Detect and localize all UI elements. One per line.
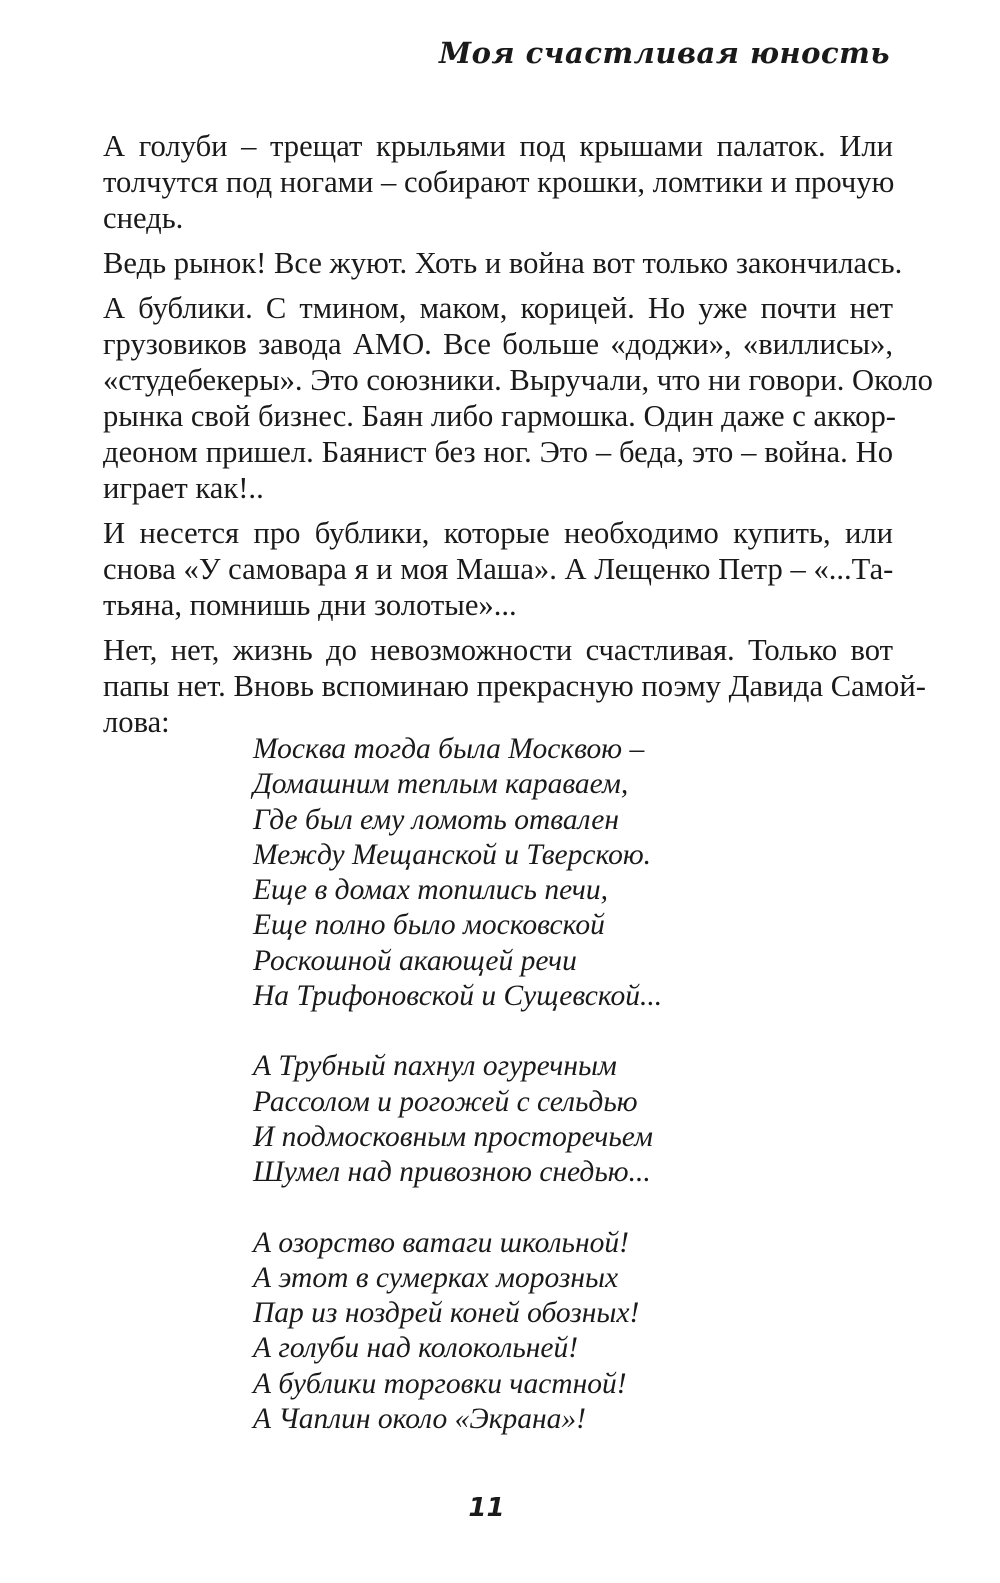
poem-line: А этот в сумерках морозных [253,1261,619,1294]
text-line: лова: [103,705,170,739]
poem-line: Между Мещанской и Тверскою. [253,838,652,871]
poem-line: Где был ему ломоть отвален [253,803,619,836]
poem-line: Шумел над привозною снедью... [253,1156,651,1189]
prose-body [93,128,933,749]
text-line: играет как!.. [103,471,264,505]
poem-line: Пар из ноздрей коней обозных! [253,1297,640,1330]
text-line: снедь. [103,201,184,235]
paragraph [93,245,903,281]
text-line: А бублики. С тмином, маком, корицей. Но уже почти нет [103,291,893,325]
poem-line: Еще полно было московской [253,909,605,942]
text-line: «студебекеры». Это союзники. Выручали, что ни говори. Около [103,363,933,397]
text-line: А голуби – трещат крыльями под крышами палаток. Или [103,129,893,163]
poem-line: И подмосковным просторечьем [253,1120,653,1153]
poem-stanza [253,1049,662,1190]
text-line: деоном пришел. Баянист без ног. Это – беда, это – война. Но [103,435,893,469]
poem-line: А Трубный пахнул огуречным [253,1050,617,1083]
text-line: снова «У самовара я и моя Маша». А Лещенко Петр – «...Та- [103,552,894,586]
page-number: 11 [468,1493,505,1523]
paragraph [93,515,893,623]
poem-line: А озорство ватаги школьной! [253,1226,629,1259]
poem-line: Домашним теплым караваем, [253,768,629,801]
text-line: папы нет. Вновь вспоминаю прекрасную поэму Давида Самой- [103,669,926,703]
poem-line: А Чаплин около «Экрана»! [253,1403,586,1436]
poem-quote [253,732,662,1472]
paragraph [93,632,926,740]
text-line: рынка свой бизнес. Баян либо гармошка. Один даже с аккор- [103,399,896,433]
poem-line: Еще в домах топились печи, [253,874,608,907]
poem-line: А бублики торговки частной! [253,1367,627,1400]
paragraph [93,290,933,506]
poem-line: Рассолом и рогожей с сельдью [253,1085,638,1118]
poem-stanza [253,1226,662,1438]
poem-line: На Трифоновской и Сущевской... [253,980,663,1013]
poem-line: А голуби над колокольней! [253,1332,579,1365]
text-line: тьяна, помнишь дни золотые»... [103,588,517,622]
text-line: грузовиков завода АМО. Все больше «доджи», «виллисы», [103,327,893,361]
poem-line: Москва тогда была Москвою – [253,733,645,765]
running-header: Моя счастливая юность [439,36,890,70]
text-line: И несется про бублики, которые необходимо купить, или [103,516,893,550]
paragraph [93,128,893,236]
poem-line: Роскошной акающей речи [253,944,577,977]
text-line: толчутся под ногами – собирают крошки, ломтики и прочую [103,165,895,199]
text-line: Нет, нет, жизнь до невозможности счастливая. Только вот [103,633,893,667]
poem-stanza [253,732,662,1014]
text-line: Ведь рынок! Все жуют. Хоть и война вот только закончилась. [103,246,903,280]
